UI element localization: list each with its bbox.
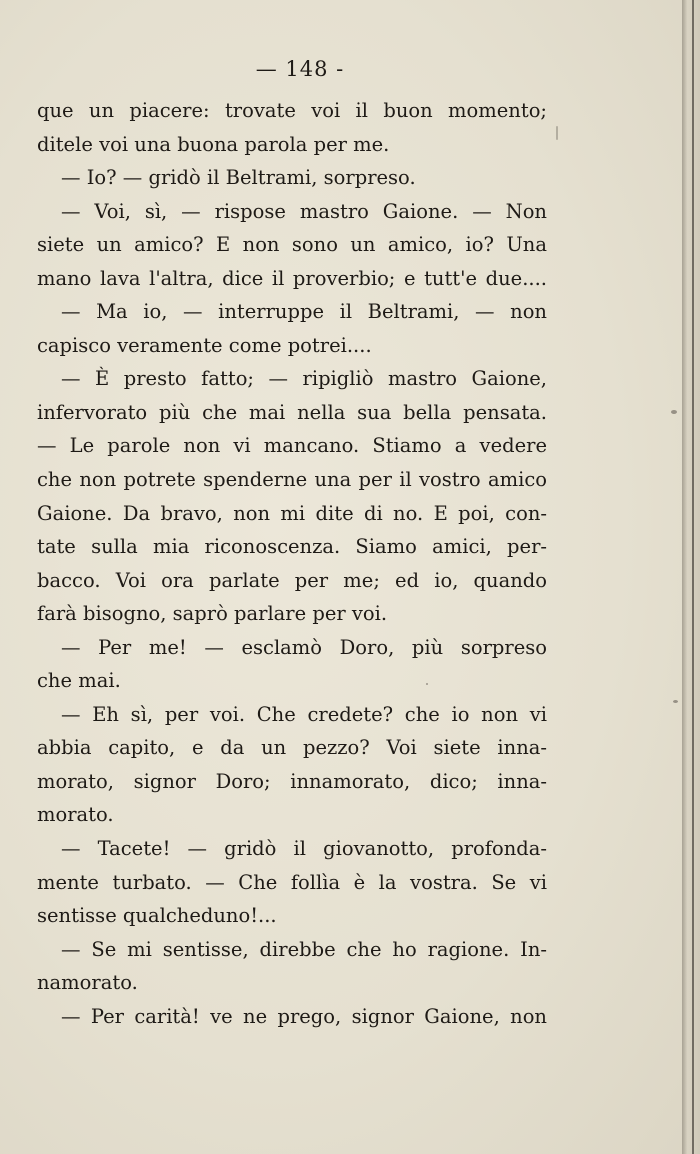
- paper-speck: [426, 683, 428, 685]
- text-line: — Eh sì, per voi. Che credete? che io non vi: [61, 702, 547, 726]
- text-line: — Io? — gridò il Beltrami, sorpreso.: [61, 166, 416, 190]
- text-line: morato, signor Doro; innamorato, dico; inna-: [37, 769, 547, 793]
- text-line: — Le parole non vi mancano. Stiamo a vedere: [37, 434, 547, 458]
- paper-speck: [673, 700, 678, 703]
- text-line: siete un amico? E non sono un amico, io? Una: [37, 233, 547, 257]
- text-line: que un piacere: trovate voi il buon momento;: [37, 99, 547, 122]
- text-line: — Ma io, — interruppe il Beltrami, — non: [61, 300, 547, 324]
- text-line: — Per me! — esclamò Doro, più sorpreso: [61, 635, 547, 659]
- text-line: mano lava l'altra, dice il proverbio; e tutt'e due....: [37, 266, 547, 290]
- page-edge: [682, 0, 700, 1154]
- body-text: [37, 94, 547, 1033]
- paper-speck: [556, 126, 558, 140]
- text-line: — Se mi sentisse, direbbe che ho ragione. In-: [61, 937, 547, 961]
- page-edge-line: [692, 0, 694, 1154]
- text-line: mente turbato. — Che follìa è la vostra. Se vi: [37, 870, 547, 894]
- page-number: — 148 -: [255, 57, 345, 81]
- text-line: morato.: [37, 803, 114, 827]
- text-line: Gaione. Da bravo, non mi dite di no. E poi, con-: [37, 501, 547, 525]
- text-line: tate sulla mia riconoscenza. Siamo amici, per-: [37, 535, 547, 559]
- text-line: — Per carità! ve ne prego, signor Gaione, non: [61, 1004, 547, 1028]
- paper-speck: [671, 410, 677, 414]
- text-line: capisco veramente come potrei....: [37, 333, 372, 357]
- text-line: sentisse qualcheduno!...: [37, 904, 277, 928]
- text-line: abbia capito, e da un pezzo? Voi siete inna-: [37, 736, 547, 760]
- text-line: ditele voi una buona parola per me.: [37, 132, 390, 156]
- text-line: infervorato più che mai nella sua bella pensata.: [37, 400, 547, 424]
- text-line: bacco. Voi ora parlate per me; ed io, quando: [37, 568, 547, 592]
- text-line: che mai.: [37, 669, 121, 693]
- text-line: farà bisogno, saprò parlare per voi.: [37, 602, 388, 626]
- text-line: namorato.: [37, 971, 138, 995]
- text-line: — Voi, sì, — rispose mastro Gaione. — Non: [61, 199, 547, 223]
- text-line: — È presto fatto; — ripigliò mastro Gaione,: [61, 367, 547, 391]
- text-line: che non potrete spenderne una per il vostro amico: [37, 468, 547, 492]
- text-line: — Tacete! — gridò il giovanotto, profonda-: [61, 837, 547, 861]
